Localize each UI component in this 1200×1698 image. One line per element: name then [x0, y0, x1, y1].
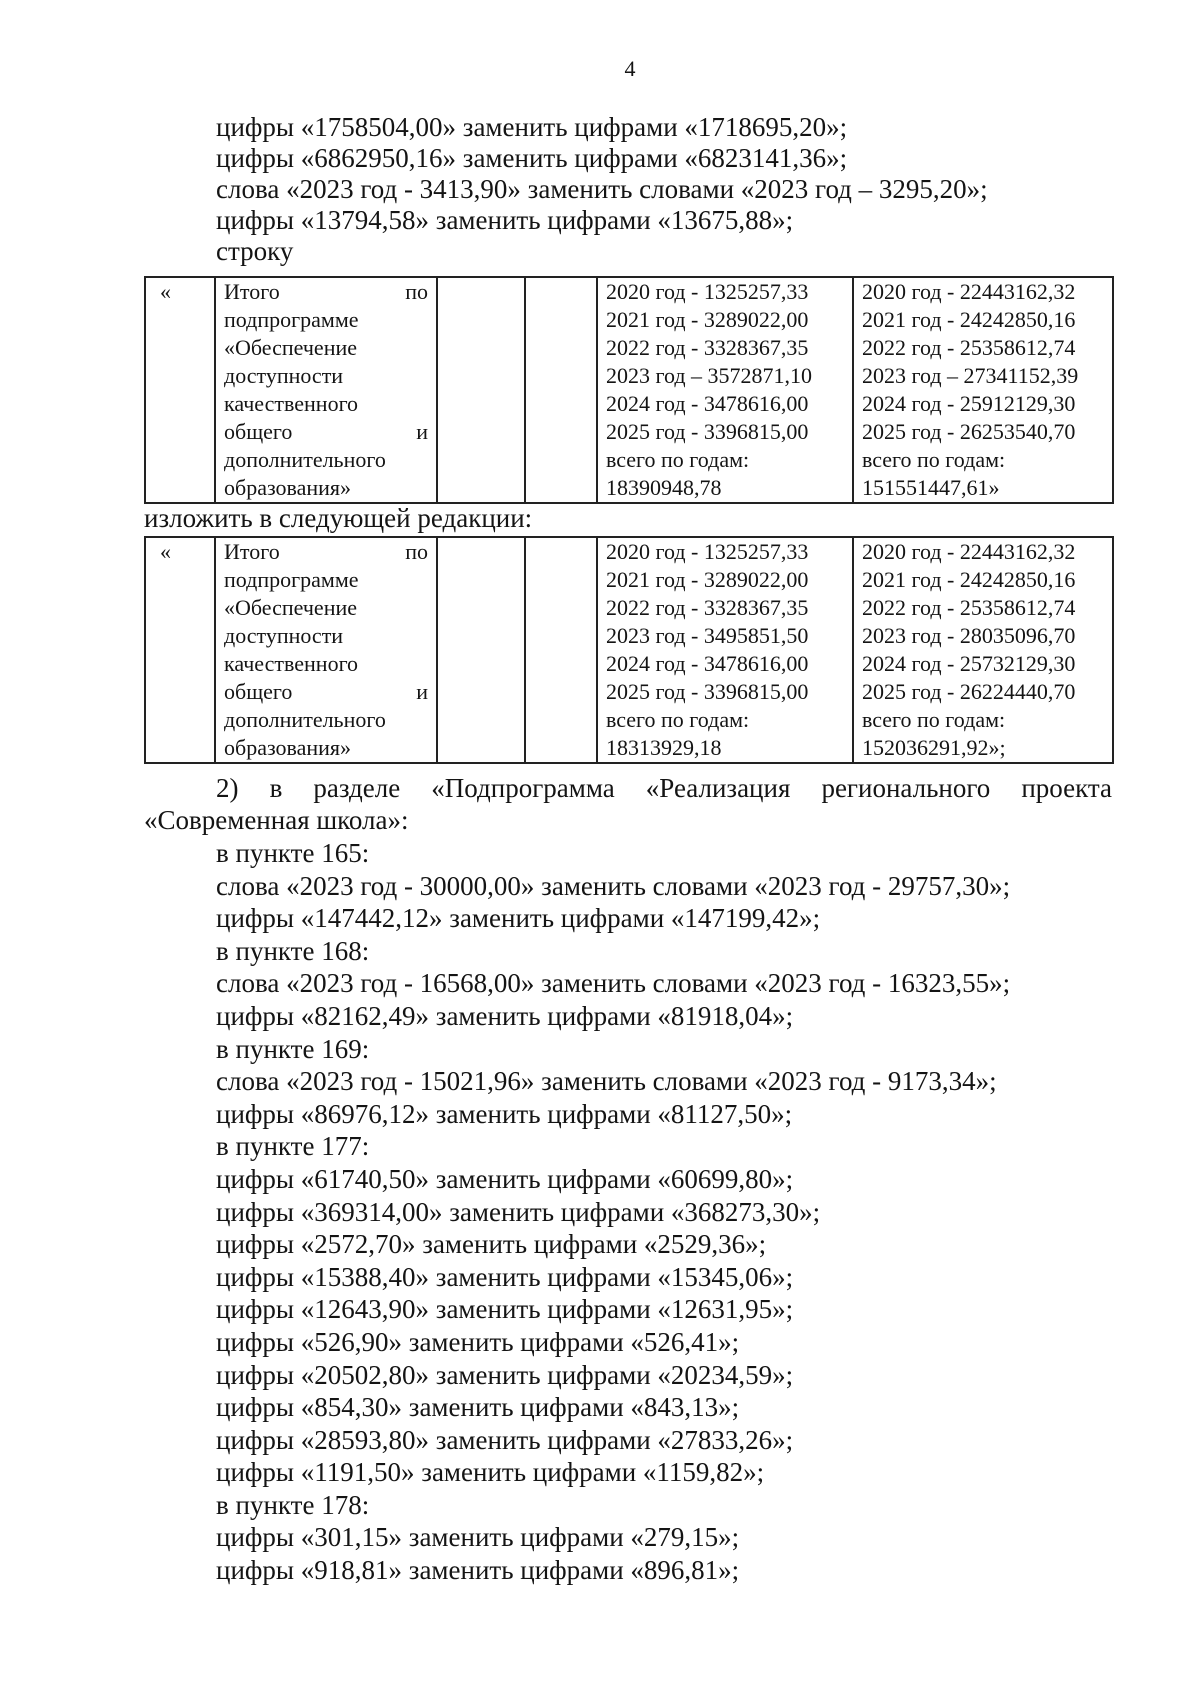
amendment-line: цифры «82162,49» заменить цифрами «81918,04»; [216, 1000, 794, 1031]
amendment-line: цифры «854,30» заменить цифрами «843,13»; [216, 1392, 740, 1423]
amendment-line: цифры «15388,40» заменить цифрами «15345,06»; [216, 1261, 794, 1292]
amendment-line: цифры «20502,80» заменить цифрами «20234,59»; [216, 1359, 794, 1390]
amendment-line: слова «2023 год - 30000,00» заменить словами «2023 год - 29757,30»; [216, 870, 1011, 901]
empty-cell [525, 537, 597, 763]
section-2-paragraph [144, 772, 1112, 836]
quote-cell: « [145, 537, 215, 763]
empty-cell [437, 537, 525, 763]
amendment-line: цифры «369314,00» заменить цифрами «368273,30»; [216, 1196, 821, 1227]
empty-cell [525, 277, 597, 503]
amount-cell: 2020 год - 1325257,33 2021 год - 3289022,00 2022 год - 3328367,35 2023 год - 3495851,50 2024 год - 3478616,00 2025 год - 3396815,00 всего по годам: 18313929,18 [597, 537, 853, 763]
table-row [145, 277, 1113, 503]
amendment-line: цифры «86976,12» заменить цифрами «81127,50»; [216, 1098, 793, 1129]
top-amendment-lines [216, 112, 988, 267]
row-name-cell: Итого по подпрограмме «Обеспечение доступности качественного общего и дополнительного образования» [215, 537, 437, 763]
empty-cell [437, 277, 525, 503]
amendment-line: в пункте 177: [216, 1131, 370, 1162]
amendment-line: цифры «1191,50» заменить цифрами «1159,82»; [216, 1457, 765, 1488]
amount-cell: 2020 год - 22443162,32 2021 год - 24242850,16 2022 год - 25358612,74 2023 год – 27341152,39 2024 год - 25912129,30 2025 год - 26253540,70 всего по годам: 151551447,61» [853, 277, 1113, 503]
quote-cell: « [145, 277, 215, 503]
amendment-line: цифры «918,81» заменить цифрами «896,81»; [216, 1555, 740, 1586]
page-number: 4 [624, 56, 636, 81]
section-2-second-line: «Современная школа»: [144, 805, 409, 835]
amount-cell: 2020 год - 1325257,33 2021 год - 3289022,00 2022 год - 3328367,35 2023 год – 3572871,10 2024 год - 3478616,00 2025 год - 3396815,00 всего по годам: 18390948,78 [597, 277, 853, 503]
amendment-line: цифры «61740,50» заменить цифрами «60699,80»; [216, 1163, 794, 1194]
amendment-line: цифры «526,90» заменить цифрами «526,41»; [216, 1326, 740, 1357]
table-row [145, 537, 1113, 763]
amendment-line: в пункте 168: [216, 935, 370, 966]
amendment-line: цифры «12643,90» заменить цифрами «12631,95»; [216, 1294, 794, 1325]
amendment-line: в пункте 165: [216, 838, 370, 868]
old-row-table [144, 276, 1114, 504]
amendment-line: слова «2023 год - 3413,90» заменить словами «2023 год – 3295,20»; [216, 174, 988, 204]
amendment-line: слова «2023 год - 15021,96» заменить словами «2023 год - 9173,34»; [216, 1066, 997, 1097]
amendment-line: в пункте 169: [216, 1033, 370, 1064]
bottom-amendment-lines [216, 837, 1010, 1587]
amount-cell: 2020 год - 22443162,32 2021 год - 24242850,16 2022 год - 25358612,74 2023 год - 28035096,70 2024 год - 25732129,30 2025 год - 26224440,70 всего по годам: 152036291,92»; [853, 537, 1113, 763]
amendment-line: цифры «6862950,16» заменить цифрами «6823141,36»; [216, 143, 848, 173]
amendment-line: цифры «28593,80» заменить цифрами «27833,26»; [216, 1424, 794, 1455]
replacement-label: изложить в следующей редакции: [144, 503, 533, 533]
amendment-line: цифры «301,15» заменить цифрами «279,15»; [216, 1522, 740, 1553]
new-row-table [144, 536, 1114, 764]
amendment-line: строку [216, 236, 294, 266]
amendment-line: цифры «13794,58» заменить цифрами «13675,88»; [216, 205, 794, 235]
amendment-line: в пункте 178: [216, 1489, 370, 1520]
amendment-line: цифры «2572,70» заменить цифрами «2529,36»; [216, 1229, 767, 1260]
amendment-line: цифры «1758504,00» заменить цифрами «1718695,20»; [216, 112, 848, 142]
amendment-line: цифры «147442,12» заменить цифрами «147199,42»; [216, 903, 821, 934]
row-name-cell: Итого по подпрограмме «Обеспечение доступности качественного общего и дополнительного образования» [215, 277, 437, 503]
section-2-first-line: 2) в разделе «Подпрограмма «Реализация регионального проекта [216, 773, 1112, 803]
amendment-line: слова «2023 год - 16568,00» заменить словами «2023 год - 16323,55»; [216, 968, 1011, 999]
